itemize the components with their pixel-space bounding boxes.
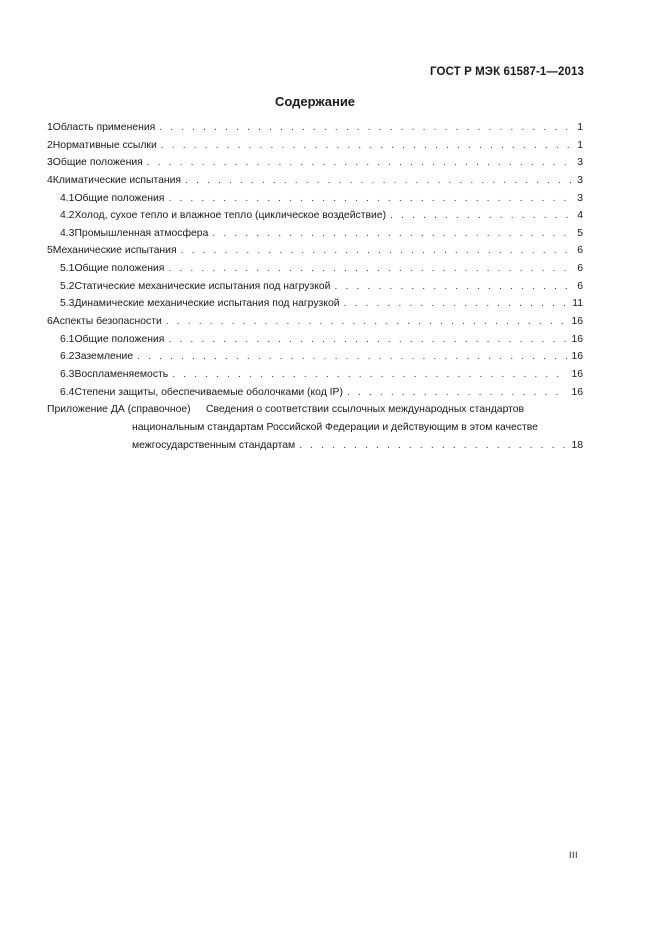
toc-entry-number: 3 (47, 157, 53, 169)
toc-entry-number: 5.3 (60, 298, 75, 310)
toc-leader-dots (137, 348, 567, 366)
toc-entry-title: Аспекты безопасности (52, 316, 162, 328)
toc-entry-number: 4 (47, 174, 53, 186)
toc-leader-dots (212, 225, 571, 243)
toc-entry-number: 4.3 (60, 227, 75, 239)
toc-entry-4-1[interactable] (47, 190, 583, 208)
toc-entry-page: 4 (577, 210, 583, 222)
toc-entry-5-2[interactable] (47, 278, 583, 296)
table-of-contents (47, 119, 583, 454)
toc-leader-dots (344, 295, 569, 313)
appendix-page: 18 (571, 439, 583, 451)
appendix-title-line-1: Сведения о соответствии ссылочных международных стандартов (206, 404, 525, 416)
toc-leader-dots (159, 119, 571, 137)
toc-entry-number: 6.4 (60, 386, 75, 398)
toc-entry-number: 6.3 (60, 368, 75, 380)
toc-entry-5-3[interactable] (47, 295, 583, 313)
toc-entry-number: 1 (47, 122, 53, 133)
toc-appendix-entry[interactable] (47, 401, 583, 454)
toc-entry-number: 5 (47, 245, 53, 257)
toc-leader-dots (172, 366, 567, 384)
toc-entry-page: 6 (577, 245, 583, 257)
toc-leader-dots (147, 154, 571, 172)
toc-entry-title: Общие положения (74, 333, 165, 345)
toc-leader-dots (181, 242, 571, 260)
standard-code: ГОСТ Р МЭК 61587-1—2013 (430, 66, 584, 78)
toc-entry-page: 16 (571, 351, 583, 363)
toc-entry-page: 3 (577, 174, 583, 186)
toc-leader-dots (390, 207, 571, 225)
toc-entry-title: Холод, сухое тепло и влажное тепло (циклическое воздействие) (74, 210, 387, 222)
appendix-title-line-2: национальным стандартам Российской Федерации и действующим в этом качестве (132, 421, 538, 433)
page-number: III (568, 850, 578, 860)
toc-entry-title: Область применения (52, 122, 156, 133)
toc-leader-dots (161, 137, 571, 155)
toc-leader-dots (166, 313, 568, 331)
toc-entry-page: 16 (571, 386, 583, 398)
toc-leader-dots (334, 278, 571, 296)
toc-entry-title: Общие положения (74, 263, 165, 275)
toc-entry-title: Статические механические испытания под нагрузкой (74, 280, 331, 292)
toc-entry-title: Нормативные ссылки (52, 139, 157, 151)
toc-entry-4-3[interactable] (47, 225, 583, 243)
toc-leader-dots (347, 384, 568, 402)
toc-entry-page: 1 (577, 139, 583, 151)
toc-entry-1[interactable] (47, 119, 583, 137)
toc-leader-dots (168, 190, 571, 208)
toc-leader-dots (168, 260, 571, 278)
toc-entry-2[interactable] (47, 137, 583, 155)
appendix-label: Приложение ДА (справочное) (47, 404, 191, 416)
toc-entry-title: Заземление (74, 351, 134, 363)
toc-leader-dots (185, 172, 571, 190)
toc-entry-page: 16 (571, 316, 583, 328)
toc-entry-number: 4.2 (60, 210, 75, 222)
toc-entry-title: Климатические испытания (52, 174, 182, 186)
toc-entry-number: 6.1 (60, 333, 75, 345)
toc-entry-number: 4.1 (60, 192, 75, 204)
toc-entry-number: 5.1 (60, 263, 75, 275)
toc-entry-title: Общие положения (74, 192, 165, 204)
toc-entry-6-2[interactable] (47, 348, 583, 366)
toc-entry-4[interactable] (47, 172, 583, 190)
toc-entry-page: 3 (577, 157, 583, 169)
toc-entry-page: 6 (577, 280, 583, 292)
toc-leader-dots (299, 437, 567, 455)
toc-entry-6-4[interactable] (47, 384, 583, 402)
toc-entry-6[interactable] (47, 313, 583, 331)
toc-entry-4-2[interactable] (47, 207, 583, 225)
toc-entry-page: 5 (577, 227, 583, 239)
toc-entry-title: Механические испытания (52, 245, 177, 257)
appendix-title-line-3: межгосударственным стандартам (132, 439, 296, 451)
toc-entry-5[interactable] (47, 242, 583, 260)
toc-entry-number: 5.2 (60, 280, 75, 292)
toc-entry-3[interactable] (47, 154, 583, 172)
toc-entry-title: Общие положения (52, 157, 143, 169)
toc-entry-title: Степени защиты, обеспечиваемые оболочками (код IP) (74, 386, 343, 398)
toc-entry-page: 11 (572, 298, 583, 310)
toc-entry-title: Промышленная атмосфера (74, 227, 209, 239)
toc-entry-page: 6 (577, 263, 583, 275)
toc-entry-title: Динамические механические испытания под нагрузкой (74, 298, 340, 310)
toc-title: Содержание (274, 94, 356, 109)
toc-entry-page: 16 (571, 333, 583, 345)
toc-entry-title: Воспламеняемость (74, 368, 169, 380)
toc-entry-number: 6 (47, 316, 53, 328)
toc-entry-6-3[interactable] (47, 366, 583, 384)
toc-entry-5-1[interactable] (47, 260, 583, 278)
toc-entry-number: 2 (47, 139, 53, 151)
toc-entry-page: 3 (577, 192, 583, 204)
toc-entry-page: 1 (577, 122, 583, 133)
toc-leader-dots (168, 331, 567, 349)
toc-entry-6-1[interactable] (47, 331, 583, 349)
toc-entry-number: 6.2 (60, 351, 75, 363)
toc-entry-page: 16 (571, 368, 583, 380)
